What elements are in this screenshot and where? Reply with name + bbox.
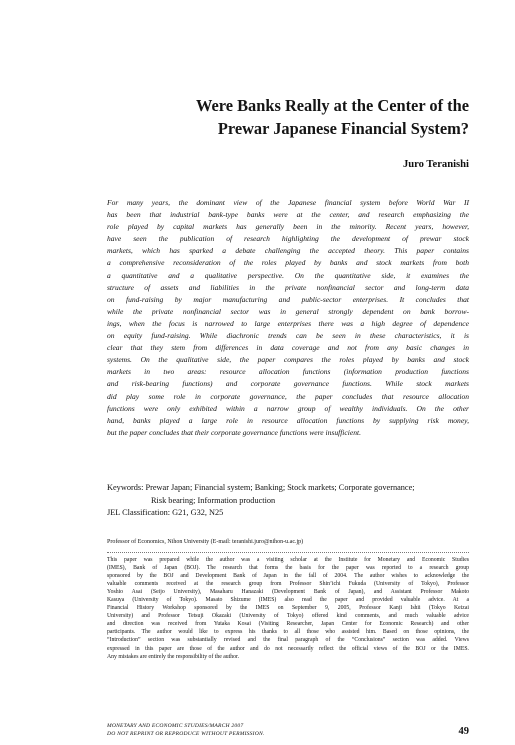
footnote-divider [107, 552, 469, 553]
abstract-line: have seen the publication of research highlighting the development of prewar stock [107, 234, 469, 244]
abstract-line: and risk-bearing functions) and corporate governance functions. While stock markets [107, 379, 469, 389]
abstract-line: For many years, the dominant view of the Japanese financial system before World War II [107, 198, 469, 207]
acknowledgment-line: and direction was received from Yutaka Kosai (Visiting Researcher, Japan Center for Economic Research) and other [107, 621, 469, 628]
abstract-line: ings, when the focus is narrowed to large enterprises there was a high degree of dependence [107, 318, 469, 328]
acknowledgment-line: “Introduction” section was substantially revised and the final paragraph of the “Conclusions” section was added. Views [107, 637, 469, 644]
keywords-block [107, 482, 469, 520]
acknowledgment-line: (IMES), Bank of Japan (BOJ). The research that forms the basis for the paper was reported to a research group [107, 565, 469, 572]
abstract-line: systems. On the qualitative side, the paper compares the roles played by banks and stock [107, 355, 469, 365]
abstract-line: markets in two areas: resource allocation functions (information production functions [107, 367, 469, 377]
jel-classification: JEL Classification: G21, G32, N25 [107, 508, 224, 518]
abstract-line: but the paper concludes that their corporate governance functions were insufficient. [107, 427, 361, 437]
acknowledgment-line: expressed in this paper are those of the author and do not necessarily reflect the official views of the BOJ or the IMES. [107, 645, 469, 652]
title-line-2: Prewar Japanese Financial System? [217, 119, 469, 138]
acknowledgment-line: Any mistakes are entirely the responsibility of the author. [107, 653, 240, 660]
abstract-line: while the private nonfinancial sector was in general strongly dependent on bank borrow- [107, 306, 469, 316]
paper-title [89, 94, 469, 140]
abstract-line: functions were only exhibited within a narrow group of wealthy individuals. On the other [107, 403, 469, 413]
abstract-line: a comprehensive reconsideration of the roles played by banks and stock markets from both [107, 258, 469, 268]
abstract-line: has been that industrial bank-type banks were at the center, and research emphasizing the [107, 210, 469, 220]
acknowledgment-line: Financial History Workshop sponsored by the IMES on September 9, 2005, Professor Kanji Ishii (Tokyo Keizai [107, 605, 469, 612]
page-number: 49 [458, 726, 469, 737]
acknowledgment-line: participants. The author would like to express his thanks to all those who assisted him. Based on those opinions, the [107, 629, 469, 636]
abstract-line: role played by capital markets has generally been in the minority. Recent years, however, [107, 222, 469, 232]
acknowledgment-line: sponsored by the BOJ and Development Bank of Japan in the fall of 2004. The author wishes to acknowledge the [107, 573, 469, 580]
acknowledgment-note [107, 556, 469, 661]
abstract-line: structure of assets and liabilities in the private nonfinancial sector and long-term data [107, 282, 469, 292]
acknowledgment-line: valuable comments received at the research group from Professor Shin’ichi Fukuda (University of Tokyo), Professor [107, 581, 469, 588]
acknowledgment-line: This paper was prepared while the author was a visiting scholar at the Institute for Monetary and Economic Studies [107, 557, 469, 563]
acknowledgment-line: Yoshio Asai (Seijo University), Masaharu Hanazaki (Development Bank of Japan), and Assistant Professor Makoto [107, 589, 469, 596]
author-affiliation: Professor of Economics, Nihon University (E-mail: teranishi.juro@nihon-u.ac.jp) [107, 539, 304, 545]
acknowledgment-line: University) and Professor Tetsuji Okazaki (University of Tokyo) offered kind comments, and much valuable advice [107, 613, 469, 620]
abstract-line: hand, banks played a large role in resource allocation functions by supplying risk money, [107, 415, 469, 425]
title-line-1: Were Banks Really at the Center of the [196, 96, 469, 115]
author-name: Juro Teranishi [402, 159, 469, 170]
abstract-line: on equity fund-raising. While diachronic trends can be seen in these characteristics, it is [107, 331, 469, 341]
reprint-notice: DO NOT REPRINT OR REPRODUCE WITHOUT PERMISSION. [107, 731, 265, 737]
acknowledgment-line: Kasuya (University of Tokyo). Masato Shizume (IMES) also read the paper and provided valuable advice. At a [107, 597, 469, 604]
abstract-line: did play some role in corporate governance, the paper concludes that resource allocation [107, 391, 469, 401]
abstract-line: markets, which has sparked a debate challenging the accepted theory. This paper contains [107, 246, 469, 256]
journal-citation: MONETARY AND ECONOMIC STUDIES/MARCH 2007 [107, 723, 244, 729]
keywords-line-1: Keywords: Prewar Japan; Financial system; Banking; Stock markets; Corporate governance; [107, 483, 415, 492]
abstract [107, 197, 469, 439]
abstract-line: a quantitative and a qualitative perspective. On the quantitative side, it examines the [107, 270, 469, 280]
journal-footer [107, 722, 469, 738]
keywords-line-2: Risk bearing; Information production [151, 495, 276, 505]
abstract-line: clear that they stem from differences in data coverage and not from any basic changes in [107, 343, 469, 353]
abstract-line: on fund-raising by major manufacturing and public-sector enterprises. It concludes that [107, 294, 469, 304]
